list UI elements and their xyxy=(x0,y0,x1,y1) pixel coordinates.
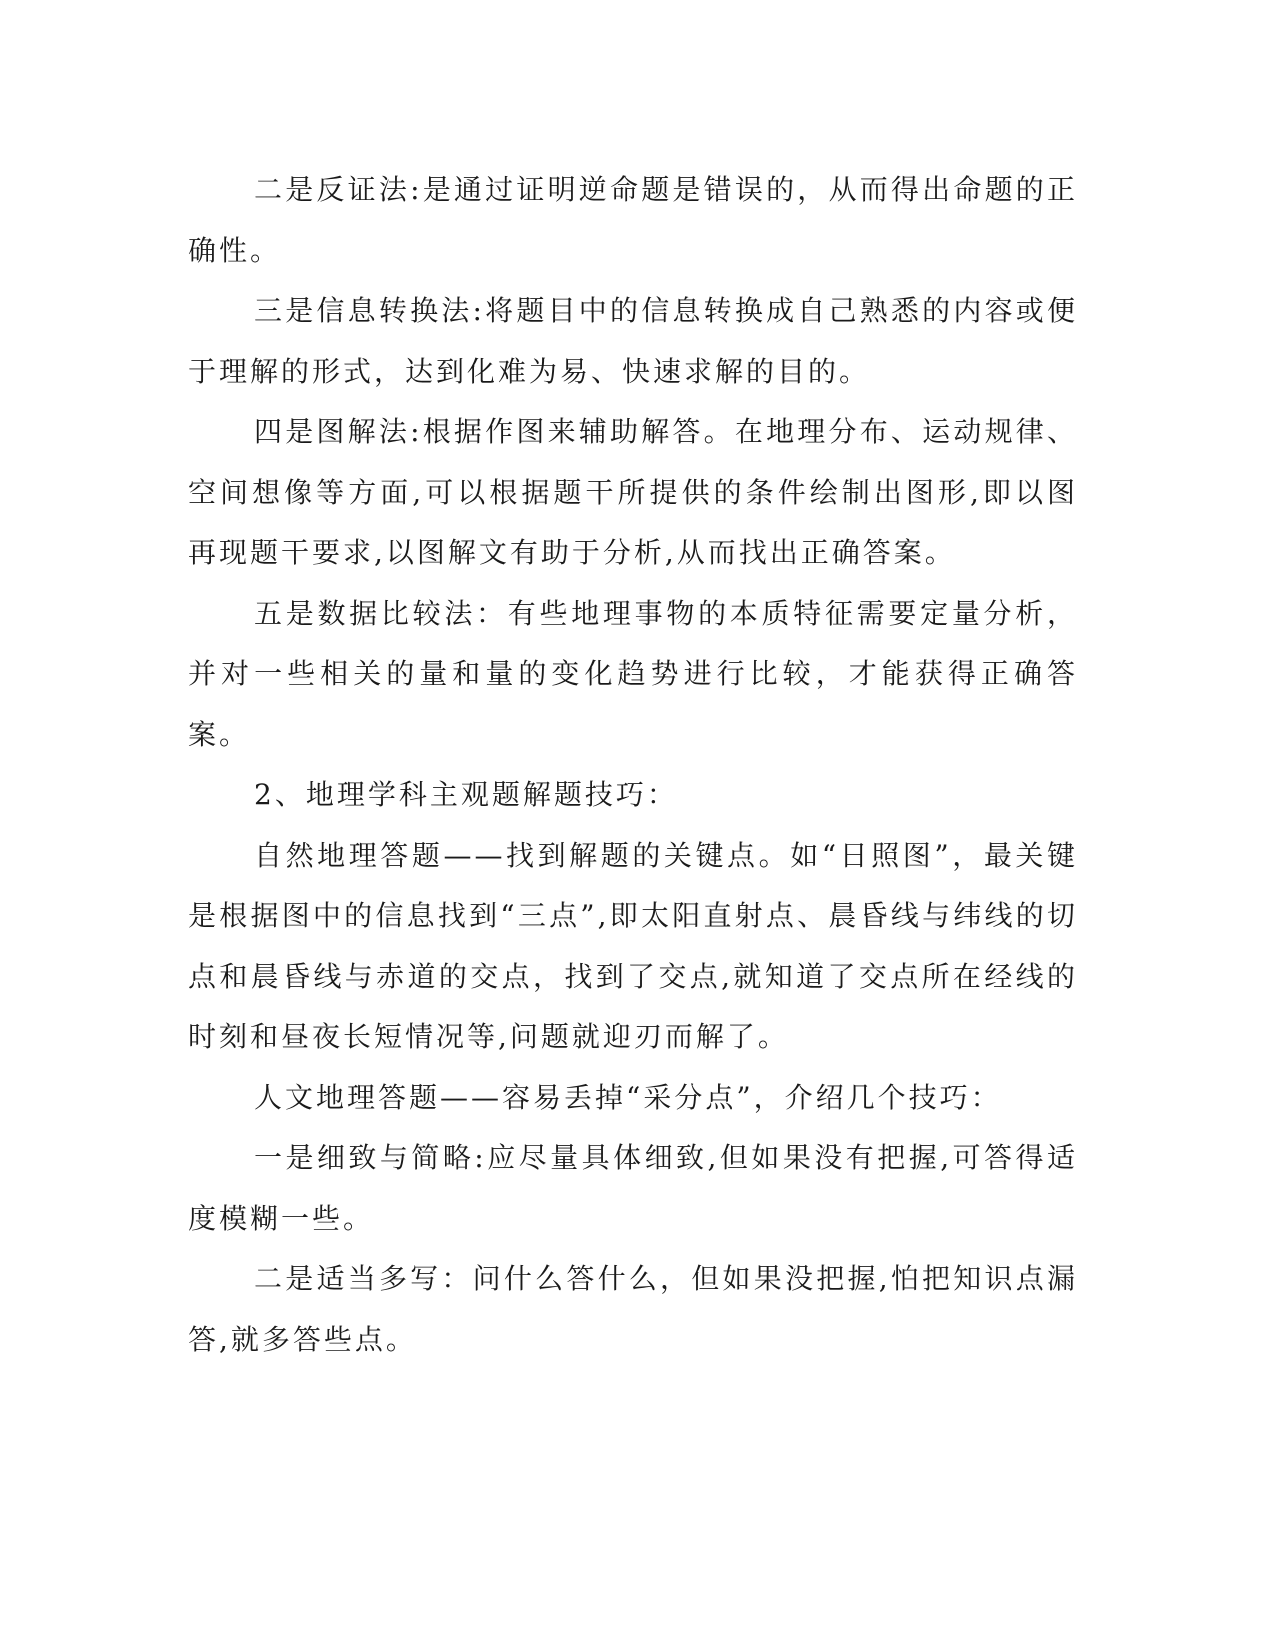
paragraph-data-comparison: 五是数据比较法：有些地理事物的本质特征需要定量分析，并对一些相关的量和量的变化趋势进行比较，才能获得正确答案。 xyxy=(188,596,1078,751)
paragraph-proof-by-contradiction: 二是反证法:是通过证明逆命题是错误的，从而得出命题的正确性。 xyxy=(188,173,1078,267)
paragraph-information-conversion: 三是信息转换法:将题目中的信息转换成自己熟悉的内容或便于理解的形式，达到化难为易、快速求解的目的。 xyxy=(188,294,1078,388)
paragraph-physical-geography: 自然地理答题——找到解题的关键点。如“日照图”，最关键是根据图中的信息找到“三点”,即太阳直射点、晨昏线与纬线的切点和晨昏线与赤道的交点，找到了交点,就知道了交点所在经线的时刻和昼夜长短情况等,问题就迎刃而解了。 xyxy=(188,838,1078,1053)
paragraph-write-more: 二是适当多写：问什么答什么，但如果没把握,怕把知识点漏答,就多答些点。 xyxy=(188,1262,1078,1356)
paragraph-graphic-method: 四是图解法:根据作图来辅助解答。在地理分布、运动规律、空间想像等方面,可以根据题干所提供的条件绘制出图形,即以图再现题干要求,以图解文有助于分析,从而找出正确答案。 xyxy=(188,415,1078,569)
section-heading-subjective-questions: 2、地理学科主观题解题技巧： xyxy=(254,778,678,811)
paragraph-human-geography: 人文地理答题——容易丢掉“采分点”，介绍几个技巧： xyxy=(254,1080,1002,1114)
paragraph-detail-and-brevity: 一是细致与简略:应尽量具体细致,但如果没有把握,可答得适度模糊一些。 xyxy=(188,1141,1078,1235)
document-body xyxy=(188,160,1078,1370)
